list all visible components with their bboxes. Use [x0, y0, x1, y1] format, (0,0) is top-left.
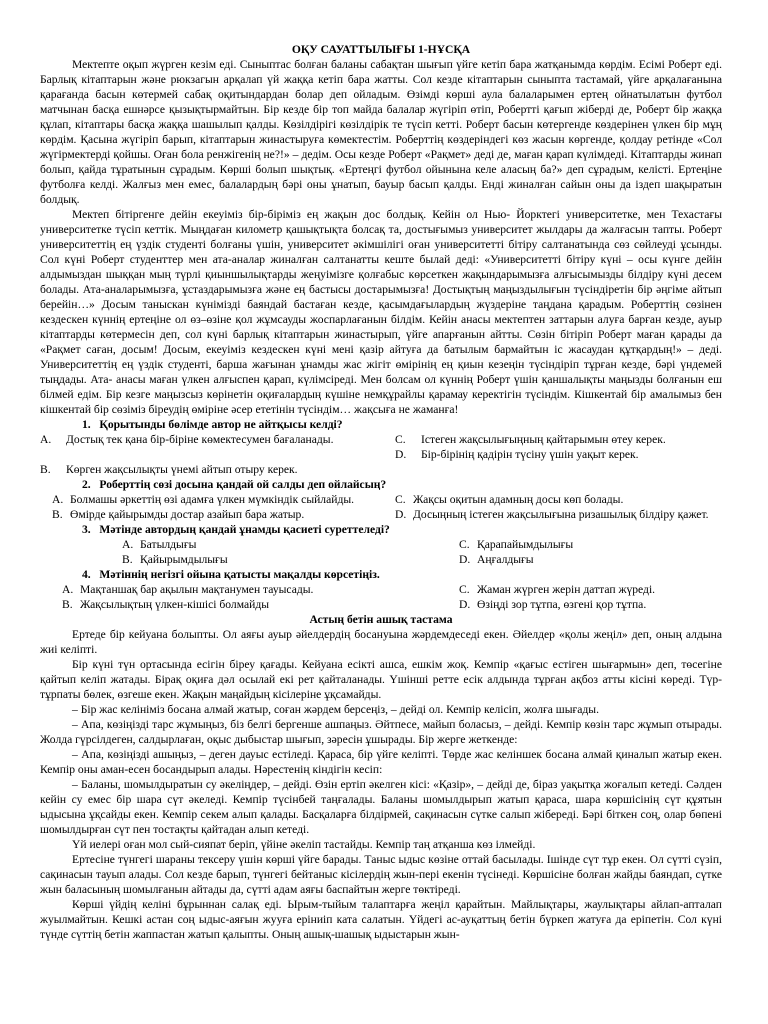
question-1-text: Қорытынды бөлімде автор не айтқысы келді? — [99, 418, 343, 431]
question-2-text: Роберттің сөзі досына қандай ой салды деп ойлайсың? — [99, 478, 387, 491]
story2-paragraph-2: Бір күні түн ортасында есігін біреу қағады. Кейуана есікті ашса, ешкім жоқ. Кемпір «қағыс естіген шығармын» деп, төсегіне қайтып келіп жатады. Бірақ оқиға дәл осылай екі рет қайталанады. Үшінші ретте есік алдында тұрған ақбоз атты кісіні көреді. Түр-тұрпаты бөлек, өзгеше екен. Жақын маңайдың кісілеріне ұқсамайды. — [40, 658, 722, 701]
question-1-options — [40, 432, 722, 477]
story2-paragraph-7: Үй иелері оған мол сый-сияпат беріп, үйіне әкеліп тастайды. Кемпір таң атқанша көз ілмейді. — [72, 838, 536, 851]
question-2-option-d[interactable]: D. Досыңның істеген жақсылығына ризашылық білдіру қажет. — [395, 508, 709, 521]
question-1-number: 1. — [82, 418, 91, 431]
question-3-option-b[interactable]: B. Қайырымдылығы — [122, 553, 228, 566]
question-3-number: 3. — [82, 523, 91, 536]
story2-title: Астың бетін ашық тастама — [309, 613, 453, 626]
question-2-option-b[interactable]: B. Өмірде қайырымды достар азайып бара жатыр. — [52, 508, 305, 521]
question-3-text: Мәтінде автордың қандай ұнамды қасиеті суреттеледі? — [99, 523, 390, 536]
question-3-option-a[interactable]: A. Батылдығы — [122, 538, 197, 551]
document-title: ОҚУ САУАТТЫЛЫҒЫ 1-НҰСҚА — [291, 43, 471, 56]
question-3-option-c[interactable]: C. Қарапайымдылығы — [459, 538, 574, 551]
document-page — [40, 42, 722, 942]
question-1-option-d[interactable]: D. Бір-бірінің қадірін түсіну үшін уақыт керек. — [395, 448, 639, 461]
question-3-option-d[interactable]: D. Аңғалдығы — [459, 553, 534, 566]
question-4-text: Мәтіннің негізгі ойына қатысты мақалды көрсетіңіз. — [99, 568, 380, 581]
story2-paragraph-1: Ертеде бір кейуана болыпты. Ол аяғы ауыр әйелдердің босануына жәрдемдеседі екен. Әйелдер «қолы жеңіл» деп, оның алдына жиі келіпті. — [40, 628, 722, 656]
question-4-options — [40, 582, 722, 612]
story1-paragraph-1: Мектепте оқып жүрген кезім еді. Сыныптас болған баланы сабақтан шығып үйге кетіп бара жатқанымда көрдім. Есімі Роберт еді. Барлық кітаптарын және рюкзагын арқалап үй жаққа кетіп бара жатты. Сол кезде кітаптарын сыныпта тастамай, үйге арқалағанына қарағанда басын көтермей сабақ оқитындардан болар деп ойладым. Өзімді көрші аула балаларымен ертең ойнатылатын футбол матчынан басқа ешнәрсе қызықтырмайтын. Бір кезде бір топ майда балалар жүгіріп өтіп, Робертті қағып жіберді де, Роберт бір жаққа құлап, кітаптары басқа жаққа шашылып қалды. Көзілдірігі көзілдірік те түсіп кетті. Роберт басын көтергенде көздерінен үлкен бір мұң көрдім. Қасына жүгіріп барып, кітаптарын жинастыруға көмектестім. Роберттің көздеріндегі көз жасын көргенде, қолдау ретінде «Сол жүгірмектерді қойшы. Оған бола ренжігенің не?!» – дедім. Осы кезде Роберт «Рақмет» деді де, маған қарап күлімдеді. Кітаптарды жинап болып, қайда тұратынын сұрадым. Көрші болып шықтық. «Ертеңгі футбол ойынына келе аласың ба?» деп сұрадым, келісті. Ертеңіне футболға келді. Жалғыз мен емес, балалардың бәрі оны ұнатып, бауыр басып қалды. Енді жиналған сайын оны да іздеп шақыратын болдық. — [40, 58, 722, 206]
question-4-option-c[interactable]: C. Жаман жүрген жерін даттап жүреді. — [459, 583, 656, 596]
story2-paragraph-4: – Апа, көзіңізді тарс жұмыңыз, біз белгі бергенше ашпаңыз. Әйтпесе, майып боласыз, – дейді. Кемпір көзін тарс жұмып отырады. Жолда гүрсілдеген, салдырлаған, оқыс дыбыстар шығып, зәресін ұшырады. Бір жерге жеткенде: — [40, 718, 722, 746]
question-1-option-c[interactable]: C. Істеген жақсылығыңның қайтарымын өтеу керек. — [395, 433, 666, 446]
question-2-number: 2. — [82, 478, 91, 491]
story1-paragraph-2: Мектеп бітіргенге дейін екеуіміз бір-біріміз ең жақын дос болдық. Кейін ол Нью- Йорктегі университетке, мен Техастағы университетке түсіп кеттік. Мыңдаған километр қашықтықта болсақ та, достығымыз университет жылдары да жалғасын тапты. Роберт университеттің ең үздік студенті болғаны үшін, университет әкімшілігі оған университетті бітіру салтанатында сөз сөйлеуді ұсынды. Сол күні Роберт студенттер мен ата-аналар жиналған салтанатты кеште былай деді: «Университетті бітіру күні – осы күнге дейін алдымыздан шыққан мың түрлі қиыншылықтарды жеңуімізге қолғабыс көрсеткен жақындарымызға алғысымызды білдіру күні десем болады. Ата-аналарымызға, ұстаздарымызға және ең бастысы достарымызға! Достықтың маңыздылығын түсіндіретін бір әңгіме айтып берейін…» Досым таныскан күнімізді баяндай бастаған кезде, қасымдағылардың жүздеріне таңдана қарадым. Роберттің сөзінен кездескен күннің ертеңіне ол өз–өзіне қол жұмсауды жоспарлағанын білдім. Кейін анасы мектептен заттарын алуға барған кезде, ауыр кітаптарды көтермесін деп, сол күні барлық кітаптарын жинастырып, үйге апарғанын айтты. Сөзін бітіріп Роберт маған қарады да «Рақмет саған, досым! Досым, екеуіміз кездескен күні мені қазір айтуға да батылым бармайтын іс жасаудан құтқардың!» – деді. Университеттің ең үздік студенті, барша жағынан ұнамды жас жігіт өмірінің ең қиын кезеңін түсіндіріп тұрған кезде, бәрі үндемей тыңдады. Ата- анасы маған үлкен алғыспен қарап, күлімсіреді. Мен болсам ол күннің Роберт үшін қаншалықты маңызды болғанын еш білмей едім. Бір кезге маңызсыз көрінетін оқиғалардың күшіне немқұрайлы қарамау керектігін түсіндім. Кішкентай бір амалымыз бен кішкентай бір сөзіміз біреудің өміріне әсер ететінін түсіндім… жақсыға не жаманға! — [40, 208, 722, 416]
question-4-option-a[interactable]: A. Мақтаншақ бар ақылын мақтанумен тауысады. — [62, 583, 314, 596]
question-2-option-a[interactable]: A. Болмашы әркеттің өзі адамға үлкен мүмкіндік сыйлайды. — [52, 493, 355, 506]
story2-paragraph-6: – Баланы, шомылдыратын су әкеліңдер, – дейді. Өзін ертіп әкелген кісі: «Қазір», – дейді де, біраз уақытқа жоғалып кетеді. Сәлден кейін су емес бір шара сүт әкеледі. Кемпір түсінбей таңғалады. Баланы шомылдырып жатып қараса, шара көршісінің сүт құятын ыдысына ұқсайды екен. Кемпір секем алып қалады. Басқаларға білдірмей, сақинасын сүтке салып жібереді. Бәрі біткен соң, олар бөпені шомылдырған сүт пен тостақты қайтадан алып кетеді. — [40, 778, 722, 836]
question-1-option-a[interactable]: A. Достық тек қана бір-біріне көмектесумен бағаланады. — [40, 433, 334, 446]
question-2-option-c[interactable]: C. Жақсы оқитын адамның досы көп болады. — [395, 493, 624, 506]
story2-paragraph-9: Көрші үйдің келіні бұрыннан салақ еді. Ырым-тыйым талаптарға жеңіл қарайтын. Майлықтары, жаулықтары айлап-апталап жуылмайтын. Кешкі астан соң ыдыс-аяғын жууға еріниіп ката салатын. Үйдегі ас-ауқаттың бетін бүркеп жатуға да еріпетін. Сол күні түнде сүттің бетін жаппастан жатып қалыпты. Оның ашық-шашық ыдыстарын жын- — [40, 898, 722, 941]
question-1-option-b[interactable]: B. Көрген жақсылықты үнемі айтып отыру керек. — [40, 463, 298, 476]
story2-paragraph-5: – Апа, көзіңізді ашыңыз, – деген дауыс естіледі. Қараса, бір үйге келіпті. Төрде жас келіншек босана алмай қиналып жатыр екен. Кемпір оны аман-есен босандырып алады. Нәрестенің кіндігін кесіп: — [40, 748, 722, 776]
question-2-options — [40, 492, 722, 522]
question-4 — [40, 567, 722, 582]
question-2 — [40, 477, 722, 492]
question-3 — [40, 522, 722, 537]
question-4-number: 4. — [82, 568, 91, 581]
story2-paragraph-3: – Бір жас келініміз босана алмай жатыр, соған жәрдем берсеңіз, – дейді ол. Кемпір келісіп, жолға шығады. — [72, 703, 599, 716]
story2-paragraph-8: Ертесіне түнгегі шараны тексеру үшін көрші үйге барады. Таныс ыдыс көзіне оттай басылады. Ішінде сүт тұр екен. Ол сүтті сүзіп, сақинасын тауып алады. Сол кезде барып, түнгегі бейтаныс кісілердің жын-пері екенін түсінеді. Көршісіне болған жайды баяндап, сүтке жын баласының шомылғанын айтады да, сүтті адам аяғы баспайтын жерге төктіреді. — [40, 853, 722, 896]
question-3-options — [40, 537, 722, 567]
question-1 — [40, 417, 722, 432]
question-4-option-d[interactable]: D. Өзіңді зор тұтпа, өзгені қор тұтпа. — [459, 598, 647, 611]
question-4-option-b[interactable]: B. Жақсылықтың үлкен-кішісі болмайды — [62, 598, 270, 611]
